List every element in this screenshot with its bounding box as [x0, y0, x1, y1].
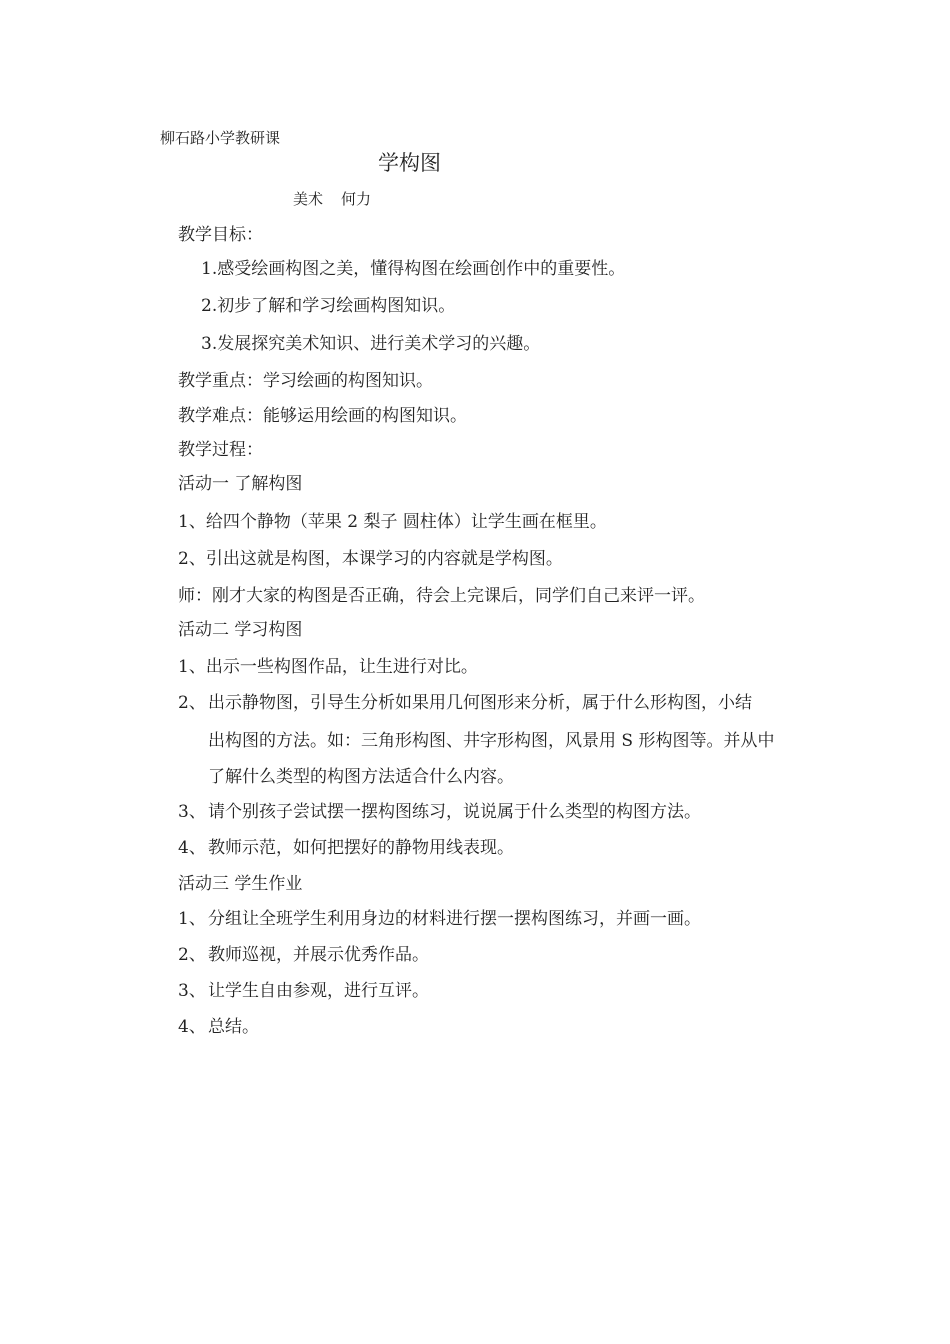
- activity3-item: 让学生自由参观，进行互评。: [208, 981, 429, 1001]
- difficulty: 教学难点：能够运用绘画的构图知识。: [178, 406, 467, 426]
- teacher-name: 何力: [341, 190, 372, 208]
- activity1-item: 1、给四个静物（苹果 2 梨子 圆柱体）让学生画在框里。: [178, 512, 607, 532]
- activity2-item-prefix: 4、: [178, 838, 206, 858]
- activity3-item: 教师巡视，并展示优秀作品。: [208, 945, 429, 965]
- activity2-item-line: 出示静物图，引导生分析如果用几何图形来分析，属于什么形构图，小结: [208, 693, 752, 713]
- activity2-item-prefix: 3、: [178, 802, 206, 822]
- goal-item: 1.感受绘画构图之美，懂得构图在绘画创作中的重要性。: [201, 259, 626, 279]
- goal-item: 2.初步了解和学习绘画构图知识。: [201, 296, 456, 316]
- key-point: 教学重点：学习绘画的构图知识。: [178, 371, 433, 391]
- process-heading: 教学过程：: [178, 440, 263, 460]
- activity2-item-line: 出构图的方法。如：三角形构图、井字形构图，风景用 S 形构图等。并从中: [208, 731, 775, 751]
- author-line: [293, 188, 371, 210]
- activity2-item-line: 了解什么类型的构图方法适合什么内容。: [208, 767, 514, 787]
- activity3-item-prefix: 1、: [178, 909, 206, 929]
- activity3-item: 分组让全班学生利用身边的材料进行摆一摆构图练习，并画一画。: [208, 909, 701, 929]
- activity2-item: 教师示范，如何把摆好的静物用线表现。: [208, 838, 514, 858]
- activity1-heading: 活动一 了解构图: [178, 474, 303, 494]
- activity2-item: 请个别孩子尝试摆一摆构图练习，说说属于什么类型的构图方法。: [208, 802, 701, 822]
- subject-label: 美术: [293, 190, 324, 208]
- teacher-note: 师：刚才大家的构图是否正确，待会上完课后，同学们自己来评一评。: [178, 586, 705, 606]
- activity3-item-prefix: 2、: [178, 945, 206, 965]
- goal-item: 3.发展探究美术知识、进行美术学习的兴趣。: [201, 334, 541, 354]
- school-label: 柳石路小学教研课: [160, 129, 281, 147]
- activity2-item: 1、出示一些构图作品，让生进行对比。: [178, 657, 478, 677]
- goals-heading: 教学目标：: [178, 225, 263, 245]
- activity1-item: 2、引出这就是构图，本课学习的内容就是学构图。: [178, 549, 563, 569]
- page-title: 学构图: [378, 151, 441, 175]
- activity3-heading: 活动三 学生作业: [178, 874, 303, 894]
- activity3-item-prefix: 4、: [178, 1017, 206, 1037]
- activity3-item: 总结。: [208, 1017, 259, 1037]
- activity3-item-prefix: 3、: [178, 981, 206, 1001]
- activity2-item-prefix: 2、: [178, 693, 206, 713]
- activity2-heading: 活动二 学习构图: [178, 620, 303, 640]
